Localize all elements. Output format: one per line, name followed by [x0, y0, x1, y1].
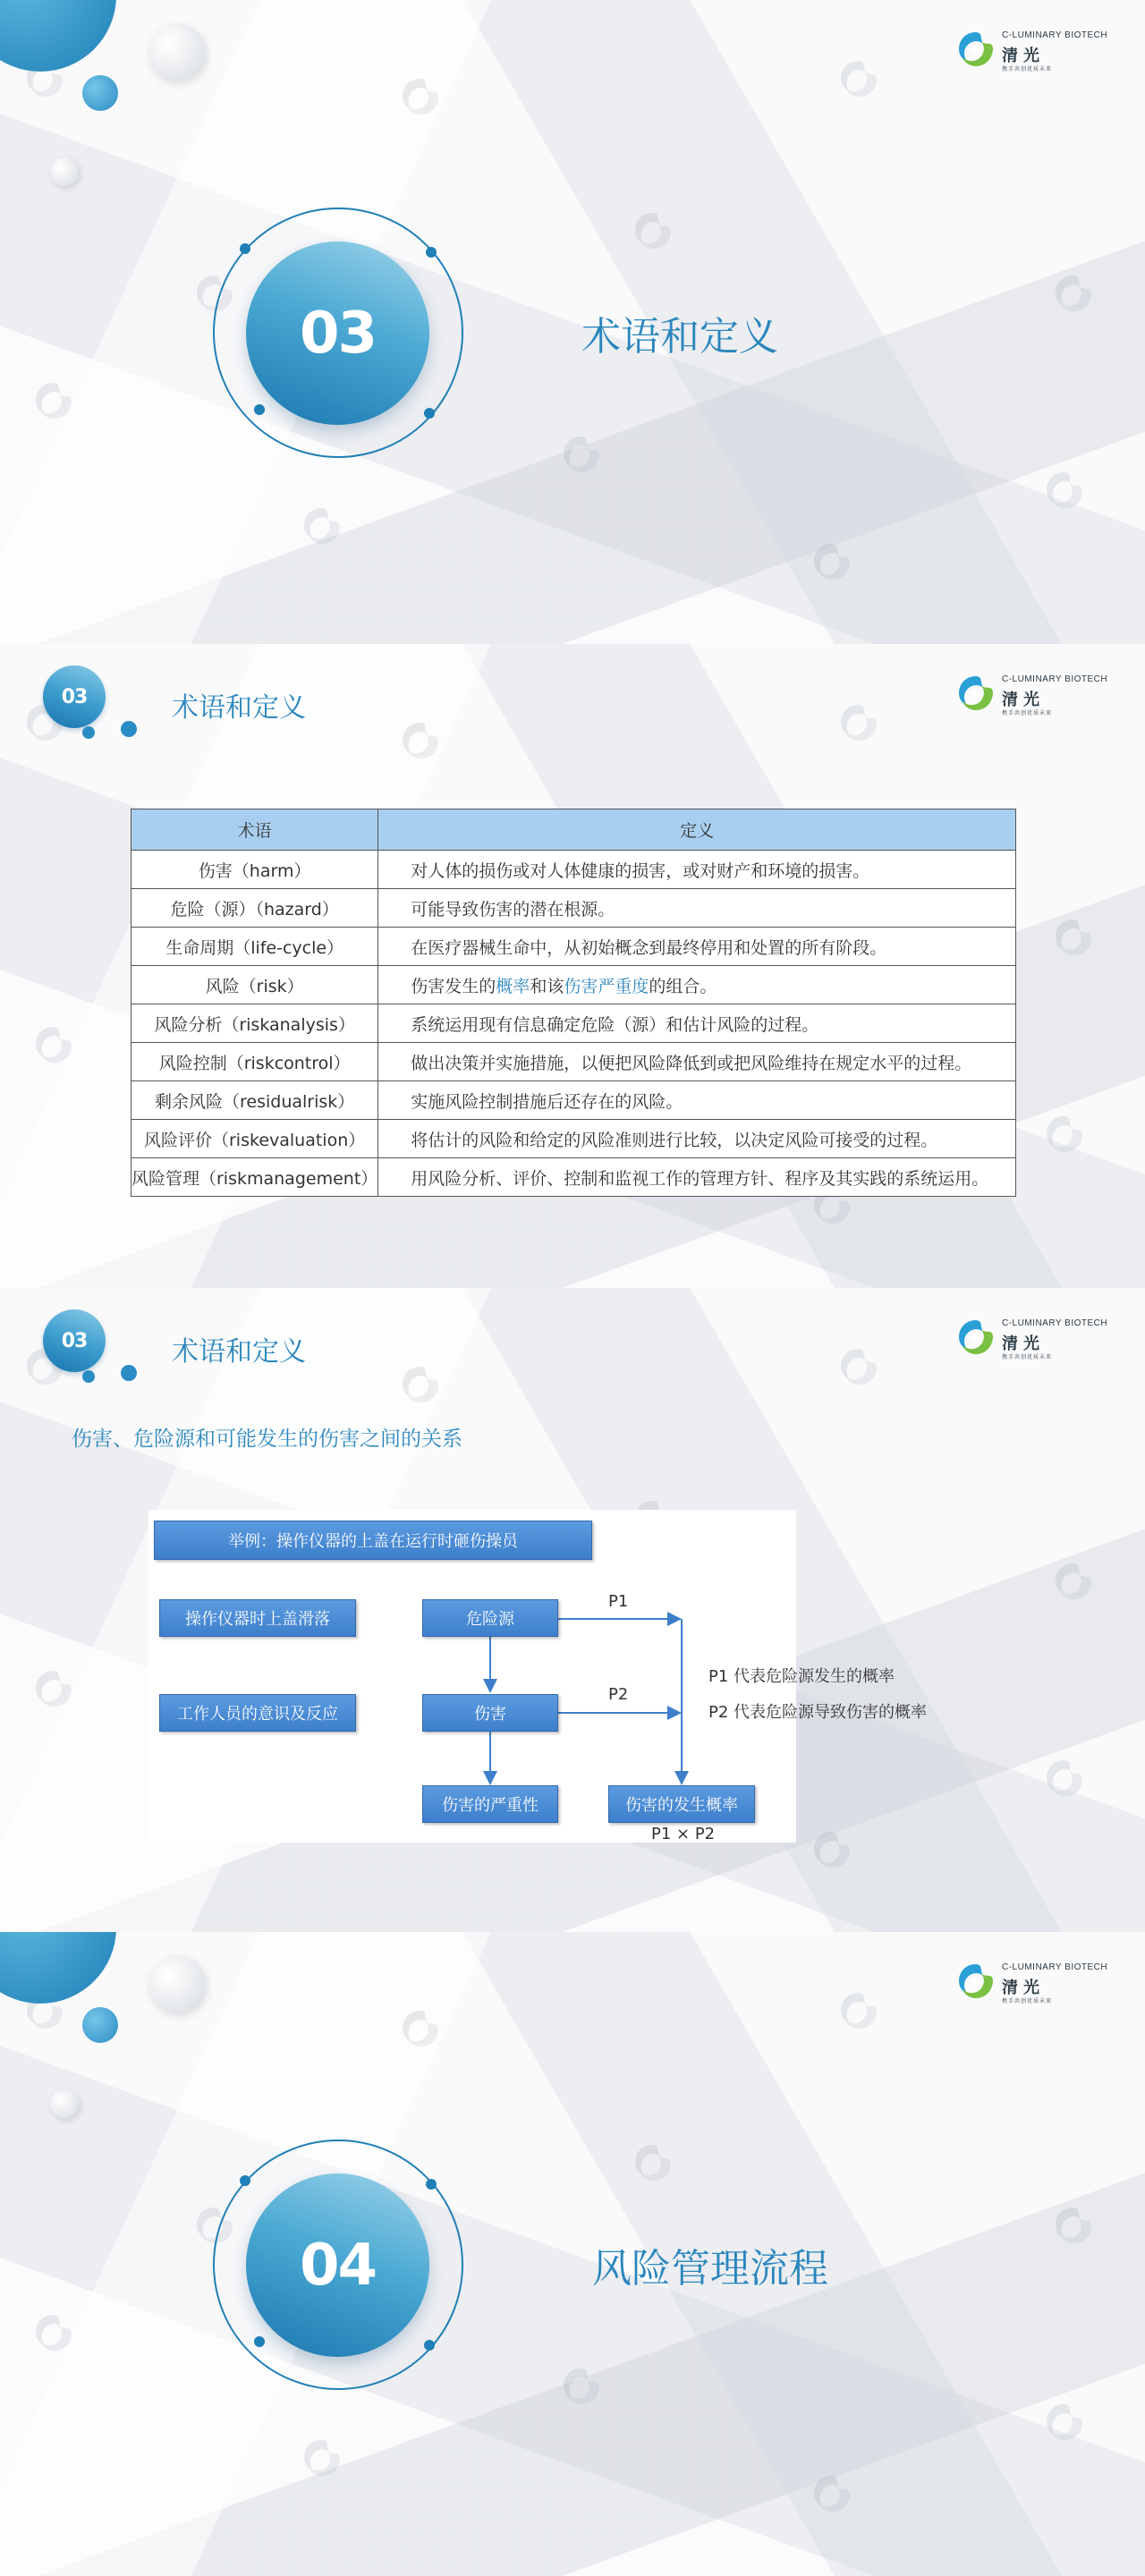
table-row	[131, 1158, 1016, 1197]
box-severity: 伤害的严重性	[422, 1785, 558, 1823]
ring-dot	[426, 247, 437, 258]
label-p1: P1	[608, 1592, 629, 1611]
company-logo	[955, 23, 1108, 77]
ring-dot	[426, 2179, 437, 2190]
ring-dot	[254, 404, 265, 415]
term-cell: 风险评价（riskevaluation）	[131, 1120, 378, 1158]
decor-bubble-small	[50, 157, 79, 186]
relationship-diagram-slide	[0, 1288, 1145, 1932]
watermark-swirl-icon	[394, 72, 474, 125]
decor-blob	[0, 1932, 116, 2004]
table-row	[131, 1120, 1016, 1158]
header-number-badge	[43, 665, 106, 728]
ring-dot	[240, 2175, 250, 2186]
watermark-swirl-icon	[27, 2308, 107, 2361]
note-p2: P2 代表危险源导致伤害的概率	[708, 1703, 928, 1722]
watermark-swirl-icon	[1038, 465, 1118, 519]
watermark-swirl-icon	[832, 54, 912, 107]
slide-title: 术语和定义	[172, 692, 306, 724]
definition-cell: 用风险分析、评价、控制和监视工作的管理方针、程序及其实践的系统运用。	[378, 1158, 1016, 1197]
decor-dot	[82, 726, 95, 739]
company-logo	[955, 1311, 1108, 1365]
watermark-swirl-icon	[626, 206, 707, 259]
table-row	[131, 851, 1016, 889]
logo-cn-text: 清光	[1002, 691, 1045, 709]
term-cell: 风险（risk）	[131, 966, 378, 1004]
watermark-swirl-icon	[832, 1342, 912, 1395]
watermark-swirl-icon	[805, 1825, 886, 1878]
section-number: 04	[299, 2232, 377, 2299]
logo-cn-text: 清光	[1002, 1335, 1045, 1353]
logo-en-text: C-LUMINARY BIOTECH	[1002, 1962, 1108, 1972]
section-cover-slide-04	[0, 1932, 1145, 2576]
term-cell: 风险分析（riskanalysis）	[131, 1004, 378, 1043]
highlight-probability: 概率	[496, 976, 530, 996]
logo-en-text: C-LUMINARY BIOTECH	[1002, 1318, 1108, 1328]
table-row	[131, 889, 1016, 928]
decor-dot	[82, 1370, 95, 1383]
table-header-row	[131, 809, 1016, 851]
watermark-swirl-icon	[1038, 1753, 1118, 1807]
header-number-badge	[43, 1309, 106, 1372]
definition-cell: 实施风险控制措施后还存在的风险。	[378, 1081, 1016, 1120]
company-logo	[955, 667, 1108, 721]
decor-bubble	[148, 23, 206, 80]
watermark-swirl-icon	[394, 2004, 474, 2057]
watermark-swirl-icon	[555, 429, 635, 483]
definition-cell: 在医疗器械生命中，从初始概念到最终停用和处置的所有阶段。	[378, 928, 1016, 966]
logo-en-text: C-LUMINARY BIOTECH	[1002, 30, 1108, 40]
logo-cn-text: 清光	[1002, 1979, 1045, 1997]
watermark-swirl-icon	[1038, 2397, 1118, 2451]
watermark-swirl-icon	[27, 376, 107, 429]
logo-swirl-icon	[955, 29, 997, 70]
terms-table	[131, 809, 1016, 1197]
table-row	[131, 1043, 1016, 1081]
logo-en-text: C-LUMINARY BIOTECH	[1002, 674, 1108, 684]
header-number: 03	[61, 1329, 88, 1352]
watermark-swirl-icon	[1047, 2200, 1127, 2254]
watermark-swirl-icon	[295, 2433, 376, 2487]
watermark-swirl-icon	[295, 501, 376, 555]
watermark-swirl-icon	[805, 2469, 886, 2522]
section-number-badge	[246, 2174, 429, 2357]
watermark-swirl-icon	[832, 698, 912, 751]
definition-text: 伤害发生的	[411, 976, 496, 996]
logo-slogan: 携手共创优质未来	[1002, 1354, 1053, 1360]
decor-bubble-small	[50, 2089, 79, 2118]
section-cover-slide-03	[0, 0, 1145, 644]
definition-text: 和该	[530, 976, 564, 996]
box-hazard: 危险源	[422, 1599, 558, 1637]
definition-cell: 系统运用现有信息确定危险（源）和估计风险的过程。	[378, 1004, 1016, 1043]
slide-title: 术语和定义	[172, 1336, 306, 1368]
definition-cell: 可能导致伤害的潜在根源。	[378, 889, 1016, 928]
definition-cell: 做出决策并实施措施，以便把风险降低到或把风险维持在规定水平的过程。	[378, 1043, 1016, 1081]
ring-dot	[254, 2336, 265, 2347]
term-cell: 风险管理（riskmanagement）	[131, 1158, 378, 1197]
watermark-swirl-icon	[832, 1986, 912, 2039]
company-logo	[955, 1955, 1108, 2009]
highlight-severity: 伤害严重度	[564, 976, 649, 996]
label-product: P1 × P2	[651, 1825, 716, 1843]
watermark-swirl-icon	[27, 1664, 107, 1717]
box-staff-awareness: 工作人员的意识及反应	[159, 1694, 356, 1732]
label-p2: P2	[608, 1685, 629, 1704]
section-number: 03	[299, 300, 377, 367]
decor-blob	[0, 0, 116, 72]
example-box: 举例：操作仪器的上盖在运行时砸伤操员	[154, 1521, 592, 1560]
section-title: 风险管理流程	[592, 2246, 828, 2292]
decor-bubble	[148, 1955, 206, 2012]
table-row	[131, 1004, 1016, 1043]
watermark-swirl-icon	[626, 2138, 707, 2191]
column-header-term: 术语	[131, 809, 378, 851]
box-harm: 伤害	[422, 1694, 558, 1732]
watermark-swirl-icon	[394, 716, 474, 769]
section-title: 术语和定义	[581, 314, 778, 360]
watermark-swirl-icon	[1047, 268, 1127, 322]
decor-blob-small	[82, 2007, 118, 2043]
decor-blob-small	[82, 75, 118, 111]
logo-slogan: 携手共创优质未来	[1002, 1998, 1053, 2004]
table-row	[131, 966, 1016, 1004]
watermark-swirl-icon	[805, 537, 886, 590]
definition-cell: 对人体的损伤或对人体健康的损害，或对财产和环境的损害。	[378, 851, 1016, 889]
hazard-harm-diagram	[148, 1510, 928, 1843]
slide-subtitle: 伤害、危险源和可能发生的伤害之间的关系	[72, 1428, 462, 1451]
decor-dot	[121, 721, 137, 737]
section-number-badge	[246, 242, 429, 425]
logo-swirl-icon	[955, 1317, 997, 1358]
logo-swirl-icon	[955, 1961, 997, 2002]
column-header-definition: 定义	[378, 809, 1016, 851]
box-probability: 伤害的发生概率	[608, 1785, 755, 1823]
logo-slogan: 携手共创优质未来	[1002, 66, 1053, 72]
watermark-swirl-icon	[1047, 1556, 1127, 1610]
decor-dot	[121, 1365, 137, 1381]
ring-dot	[240, 243, 250, 254]
ring-dot	[424, 408, 435, 419]
term-cell: 剩余风险（residualrisk）	[131, 1081, 378, 1120]
table-row	[131, 1081, 1016, 1120]
watermark-swirl-icon	[1038, 1109, 1118, 1163]
note-p1: P1 代表危险源发生的概率	[708, 1667, 895, 1686]
definition-cell	[378, 966, 1016, 1004]
definition-cell: 将估计的风险和给定的风险准则进行比较，以决定风险可接受的过程。	[378, 1120, 1016, 1158]
logo-slogan: 携手共创优质未来	[1002, 710, 1053, 716]
table-row	[131, 928, 1016, 966]
box-cover-slip: 操作仪器时上盖滑落	[159, 1599, 356, 1637]
term-cell: 危险（源）（hazard）	[131, 889, 378, 928]
term-cell: 生命周期（life-cycle）	[131, 928, 378, 966]
terms-table-slide	[0, 644, 1145, 1288]
watermark-swirl-icon	[1047, 912, 1127, 966]
logo-swirl-icon	[955, 673, 997, 714]
watermark-swirl-icon	[27, 1020, 107, 1073]
header-number: 03	[61, 685, 88, 708]
ring-dot	[424, 2340, 435, 2351]
watermark-swirl-icon	[555, 2361, 635, 2415]
term-cell: 伤害（harm）	[131, 851, 378, 889]
term-cell: 风险控制（riskcontrol）	[131, 1043, 378, 1081]
watermark-swirl-icon	[394, 1360, 474, 1413]
definition-text: 的组合。	[649, 976, 717, 996]
logo-cn-text: 清光	[1002, 47, 1045, 65]
